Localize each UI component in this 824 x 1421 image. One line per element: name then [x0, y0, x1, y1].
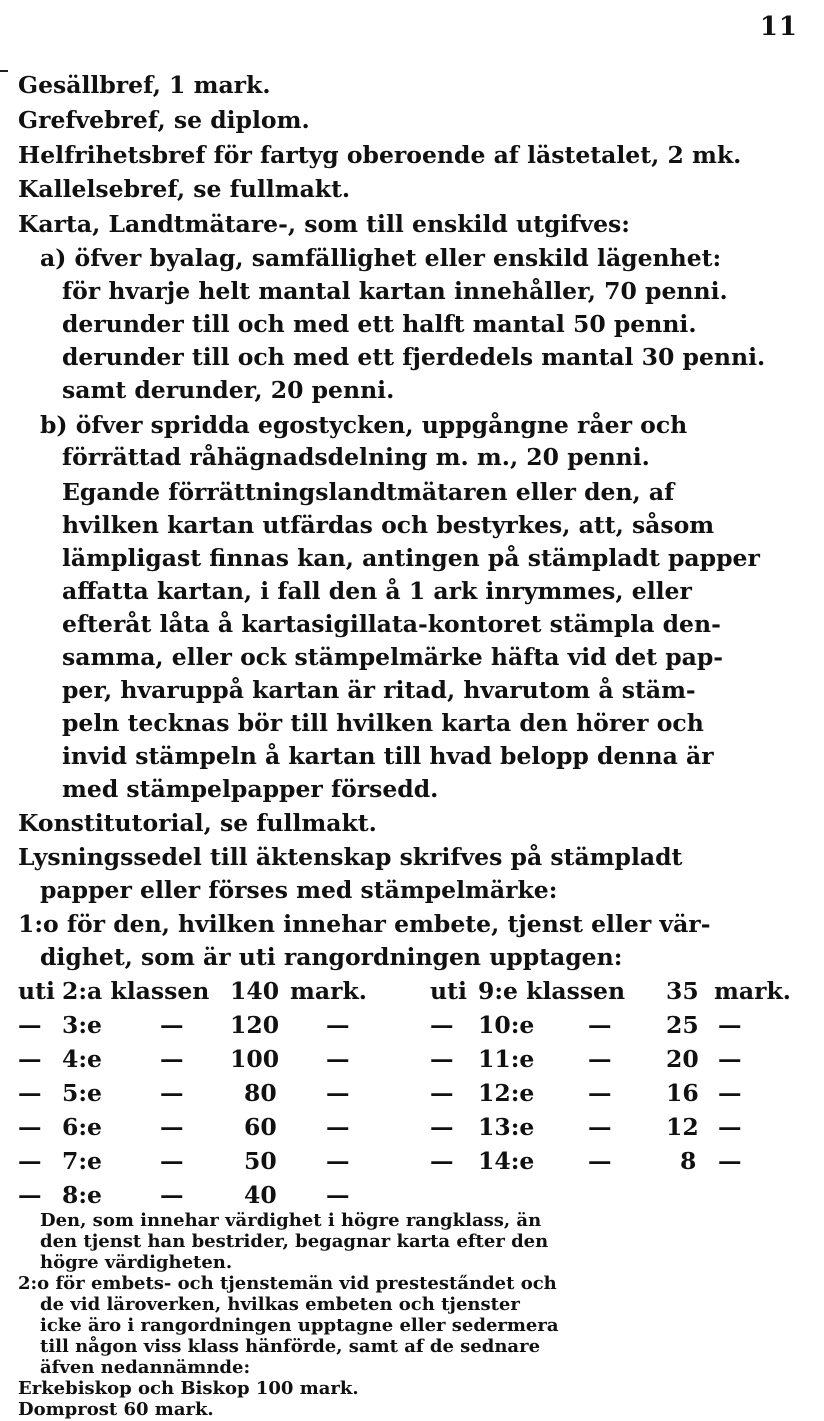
page-number: 11 — [759, 12, 798, 42]
rank-right-prefix: uti — [430, 977, 467, 1005]
entry-konstitutorial: Konstitutorial, se fullmakt. — [18, 809, 377, 837]
karta-item-b: b) öfver spridda egostycken, uppgångne råer och — [40, 411, 688, 439]
rank-right-class: 12:e — [478, 1079, 535, 1107]
rank-right-unit: — — [718, 1045, 742, 1073]
karta-item-a-line: för hvarje helt mantal kartan innehåller, 70 penni. — [62, 277, 728, 305]
karta-note-line: lämpligast finnas kan, antingen på stämpladt papper — [62, 544, 760, 572]
rank-right-amount: 25 — [666, 1011, 699, 1039]
rank-right-dash: — — [588, 1011, 612, 1039]
rank-left-class: 7:e — [62, 1147, 102, 1175]
entry-gesallbref: Gesällbref, 1 mark. — [18, 71, 271, 99]
rank-right-unit: — — [718, 1011, 742, 1039]
rank-left-amount: 60 — [244, 1113, 277, 1141]
rank-right-dash: — — [588, 1147, 612, 1175]
karta-note-line: peln tecknas bör till hvilken karta den hörer och — [62, 709, 704, 737]
rank-left-class: 8:e — [62, 1181, 102, 1209]
karta-item-a: a) öfver byalag, samfällighet eller enskild lägenhet: — [40, 244, 722, 272]
rank-right-class: 13:e — [478, 1113, 535, 1141]
karta-item-a-line: samt derunder, 20 penni. — [62, 376, 395, 404]
item-2-line: de vid läroverken, hvilkas embeten och tjenster — [40, 1294, 520, 1315]
rank-left-prefix: uti — [18, 977, 55, 1005]
karta-note-line: efteråt låta å kartasigillata-kontoret stämpla den- — [62, 610, 721, 638]
rank-left-dash: — — [160, 1113, 184, 1141]
rank-left-class: 5:e — [62, 1079, 102, 1107]
entry-erkebiskop: Erkebiskop och Biskop 100 mark. — [18, 1378, 359, 1399]
rank-left-class: 2:a klassen — [62, 977, 210, 1005]
rank-right-unit: mark. — [714, 977, 791, 1005]
rank-left-unit: — — [326, 1181, 350, 1209]
rank-left-amount: 50 — [244, 1147, 277, 1175]
rank-right-class: 10:e — [478, 1011, 535, 1039]
rank-left-prefix: — — [18, 1045, 42, 1073]
rank-left-amount: 140 — [230, 977, 280, 1005]
rangklass-note: Den, som innehar värdighet i högre rangklass, än — [40, 1210, 542, 1231]
karta-note-line: invid stämpeln å kartan till hvad belopp denna är — [62, 742, 714, 770]
entry-grefvebref: Grefvebref, se diplom. — [18, 106, 310, 134]
rank-left-unit: mark. — [290, 977, 367, 1005]
rank-right-class: 11:e — [478, 1045, 535, 1073]
karta-note-line: med stämpelpapper försedd. — [62, 775, 439, 803]
rank-left-amount: 100 — [230, 1045, 280, 1073]
entry-lysningssedel: Lysningssedel till äktenskap skrifves på stämpladt — [18, 843, 683, 871]
rank-right-prefix: — — [430, 1113, 454, 1141]
rank-right-prefix: — — [430, 1011, 454, 1039]
karta-note-line: per, hvaruppå kartan är ritad, hvarutom å stäm- — [62, 676, 696, 704]
rank-left-class: 4:e — [62, 1045, 102, 1073]
rank-left-dash: — — [160, 1011, 184, 1039]
rank-left-amount: 80 — [244, 1079, 277, 1107]
rank-right-unit: — — [718, 1113, 742, 1141]
rank-right-class: 9:e klassen — [478, 977, 626, 1005]
rank-right-amount: 8 — [680, 1147, 697, 1175]
rank-left-dash: — — [160, 1045, 184, 1073]
rank-right-prefix: — — [430, 1147, 454, 1175]
rank-right-unit: — — [718, 1079, 742, 1107]
rank-right-class: 14:e — [478, 1147, 535, 1175]
entry-karta: Karta, Landtmätare-, som till enskild utgifves: — [18, 210, 630, 238]
rank-left-prefix: — — [18, 1147, 42, 1175]
rank-left-unit: — — [326, 1011, 350, 1039]
rank-right-amount: 35 — [666, 977, 699, 1005]
item-2-line: icke äro i rangordningen upptagne eller sedermera — [40, 1315, 559, 1336]
rank-right-unit: — — [718, 1147, 742, 1175]
karta-note-line: samma, eller ock stämpelmärke häfta vid det pap- — [62, 643, 724, 671]
rank-right-dash: — — [588, 1113, 612, 1141]
entry-domprost: Domprost 60 mark. — [18, 1399, 214, 1420]
rank-left-unit: — — [326, 1113, 350, 1141]
rank-left-dash: — — [160, 1079, 184, 1107]
rank-right-prefix: — — [430, 1045, 454, 1073]
rank-right-prefix: — — [430, 1079, 454, 1107]
rank-left-prefix: — — [18, 1011, 42, 1039]
rank-left-unit: — — [326, 1045, 350, 1073]
rank-right-amount: 16 — [666, 1079, 699, 1107]
rank-left-prefix: — — [18, 1113, 42, 1141]
rangklass-note-line: högre värdigheten. — [40, 1252, 233, 1273]
lysningssedel-line: papper eller förses med stämpelmärke: — [40, 876, 558, 904]
karta-note-line: affatta kartan, i fall den å 1 ark inrymmes, eller — [62, 577, 692, 605]
rank-left-dash: — — [160, 1181, 184, 1209]
karta-item-b-line: förrättad råhägnadsdelning m. m., 20 penni. — [62, 443, 650, 471]
item-2-line: till någon viss klass hänförde, samt af de sednare — [40, 1336, 541, 1357]
rank-left-class: 3:e — [62, 1011, 102, 1039]
entry-helfrihetsbref: Helfrihetsbref för fartyg oberoende af lästetalet, 2 mk. — [18, 141, 742, 169]
rank-right-amount: 12 — [666, 1113, 699, 1141]
rank-right-dash: — — [588, 1045, 612, 1073]
rank-left-dash: — — [160, 1147, 184, 1175]
rank-left-class: 6:e — [62, 1113, 102, 1141]
rank-left-amount: 40 — [244, 1181, 277, 1209]
rank-right-dash: — — [588, 1079, 612, 1107]
margin-mark — [0, 70, 8, 72]
rank-left-amount: 120 — [230, 1011, 280, 1039]
lysningssedel-item-1-line: dighet, som är uti rangordningen upptagen: — [40, 943, 623, 971]
rangklass-note-line: den tjenst han bestrider, begagnar karta efter den — [40, 1231, 549, 1252]
rank-left-prefix: — — [18, 1181, 42, 1209]
rank-right-amount: 20 — [666, 1045, 699, 1073]
rank-left-unit: — — [326, 1079, 350, 1107]
karta-item-a-line: derunder till och med ett halft mantal 50 penni. — [62, 310, 697, 338]
lysningssedel-item-2: 2:o för embets- och tjenstemän vid prestesta̋ndet och — [18, 1273, 557, 1294]
karta-note-line: hvilken kartan utfärdas och bestyrkes, att, såsom — [62, 511, 715, 539]
rank-left-unit: — — [326, 1147, 350, 1175]
karta-note-line: Egande förrättningslandtmätaren eller den, af — [62, 478, 675, 506]
item-2-line: äfven nedannämnde: — [40, 1357, 251, 1378]
karta-item-a-line: derunder till och med ett fjerdedels mantal 30 penni. — [62, 343, 766, 371]
entry-kallelsebref: Kallelsebref, se fullmakt. — [18, 175, 351, 203]
rank-left-prefix: — — [18, 1079, 42, 1107]
lysningssedel-item-1: 1:o för den, hvilken innehar embete, tjenst eller vär- — [18, 910, 711, 938]
